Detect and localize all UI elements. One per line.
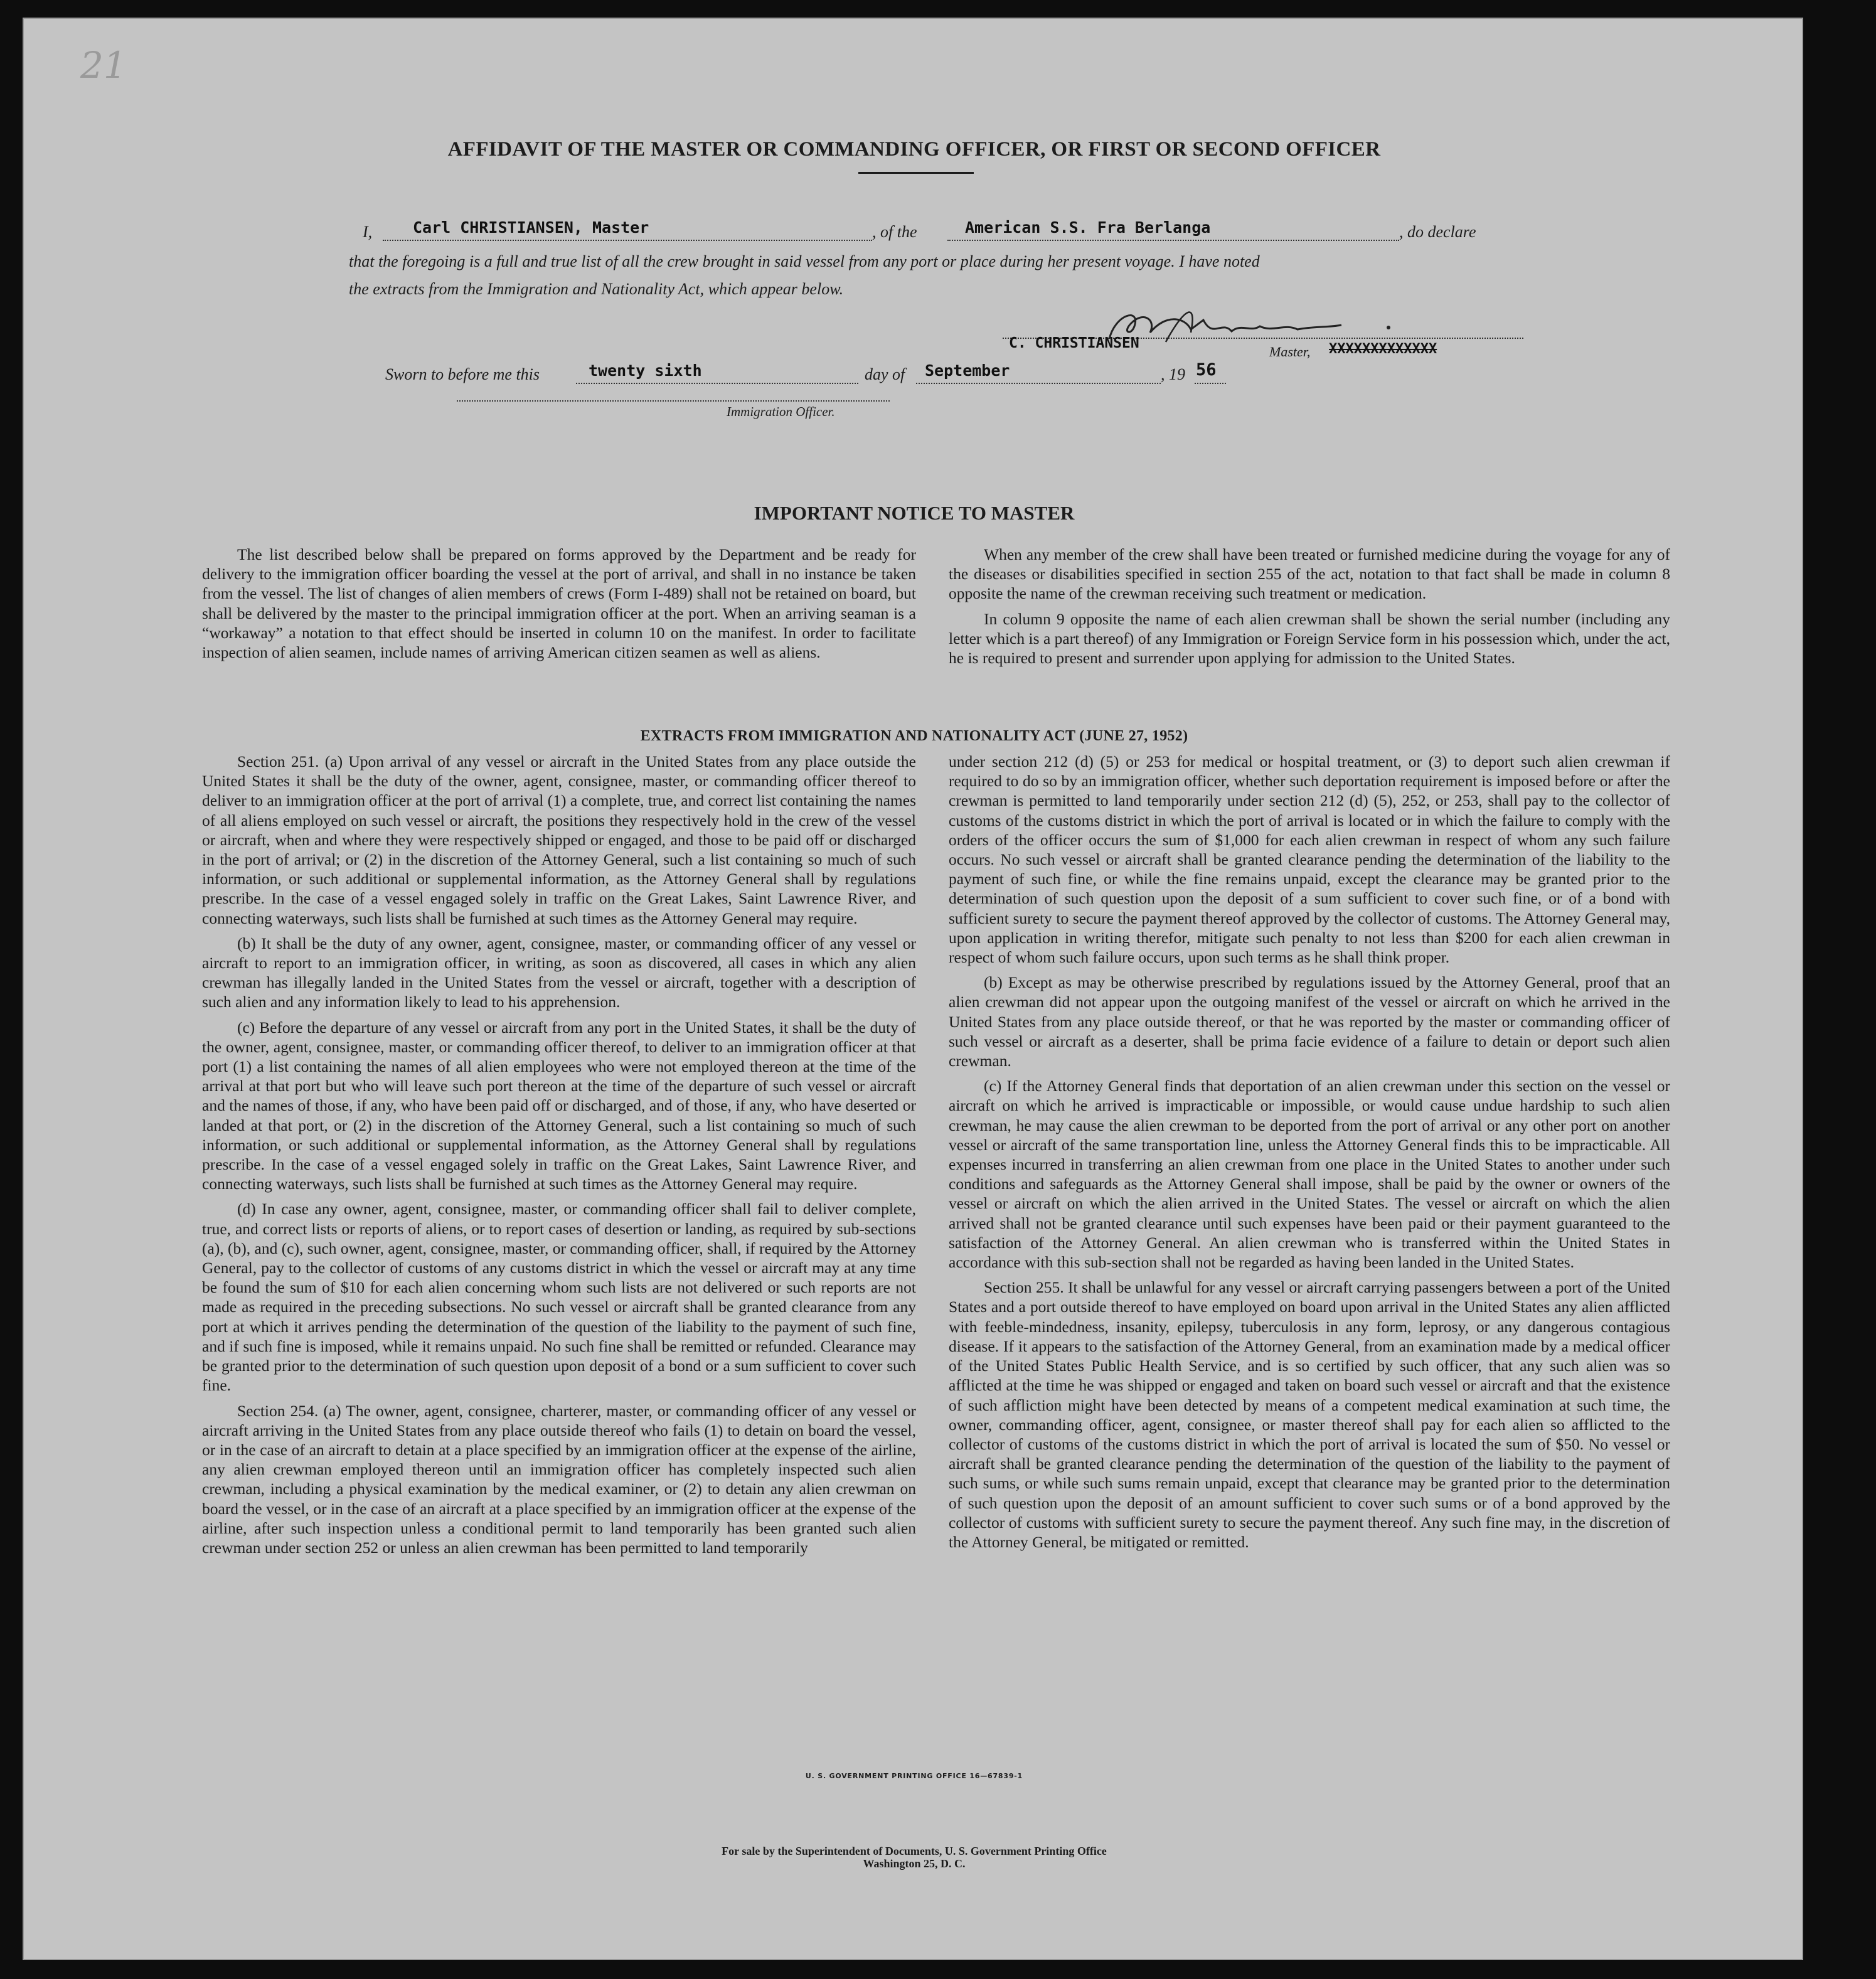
section-254-a: Section 254. (a) The owner, agent, consignee, charterer, master, or commanding officer of any vessel or aircraft arriving in the United States from any place outside thereof who fails (1) to detain on board the vessel, or in the case of an aircraft to detain at a place specified by an immigration officer at the expense of the airline, any alien crewman employed thereon until an immigration officer has completely inspected such alien crewman, including a physical examination by the medical examiner, or (2) to detain any alien crewman on board the vessel, or in the case of an aircraft at a place specified by an immigration officer at the expense of the airline, after such inspection unless a conditional permit to land temporarily has been granted such alien crewman under section 252 or unless an alien crewman has been permitted to land temporarily bbox=[202, 1401, 916, 1557]
name-field-line bbox=[383, 240, 872, 241]
sworn-day-field: twenty sixth bbox=[589, 361, 702, 380]
year-suffix-field: 56 bbox=[1196, 360, 1217, 380]
master-label: Master, bbox=[1269, 344, 1311, 360]
day-of-label: day of bbox=[865, 365, 905, 383]
extracts-right-column bbox=[949, 752, 1670, 1557]
sworn-month-field: September bbox=[925, 361, 1010, 380]
section-251-b: (b) It shall be the duty of any owner, agent, consignee, master, or commanding officer of any vessel or aircraft to report to an immigration officer, in writing, as soon as discovered, all cases in which any alien crewman has illegally landed in the United States from the vessel or aircraft, together with a description of such alien and any information likely to lead to his apprehension. bbox=[202, 934, 916, 1011]
footer bbox=[24, 1845, 1804, 1870]
sworn-month-line bbox=[916, 383, 1161, 384]
vessel-field-line bbox=[947, 240, 1399, 241]
extracts-title: EXTRACTS FROM IMMIGRATION AND NATIONALITY ACT (JUNE 27, 1952) bbox=[640, 728, 1188, 744]
struck-officer-titles: XXXXXXXXXXXXX bbox=[1329, 341, 1437, 357]
master-name-field: Carl CHRISTIANSEN, Master bbox=[413, 218, 649, 237]
do-declare-label: , do declare bbox=[1399, 223, 1476, 241]
footer-line-2: Washington 25, D. C. bbox=[863, 1857, 966, 1870]
year-line bbox=[1195, 383, 1226, 384]
section-251-a: Section 251. (a) Upon arrival of any vessel or aircraft in the United States from any place outside the United States it shall be the duty of the owner, agent, consignee, master, or commanding officer thereof to deliver to an immigration officer at the port of arrival (1) a complete, true, and correct list containing the names of all aliens employed on such vessel or aircraft, the positions they respectively hold in the crew of the vessel or aircraft, when and where they were respectively shipped or engaged, and those to be paid off or discharged in the port of arrival; or (2) in the discretion of the Attorney General, such a list containing so much of such information, or such additional or supplemental information, as the Attorney General shall by regulations prescribe. In the case of a vessel engaged solely in traffic on the Great Lakes, Saint Lawrence River, and connecting waterways, such lists shall be furnished at such times as the Attorney General may require. bbox=[202, 752, 916, 927]
notice-left-column bbox=[202, 545, 916, 668]
printing-office-line: U. S. GOVERNMENT PRINTING OFFICE 16—67839-1 bbox=[805, 1772, 1023, 1780]
affidavit-title: AFFIDAVIT OF THE MASTER OR COMMANDING OFFICER, OR FIRST OR SECOND OFFICER bbox=[447, 138, 1381, 161]
section-255: Section 255. It shall be unlawful for any vessel or aircraft carrying passengers between a port of the United States and a port outside thereof to have employed on board upon arrival in the United States any alien afflicted with feeble-mindedness, insanity, epilepsy, tuberculosis in any form, leprosy, or any dangerous contagious disease. If it appears to the satisfaction of the Attorney General, from an examination made by a medical officer of the United States Public Health Service, and is so certified by such officer, that any such alien was so afflicted at the time he was shipped or engaged and taken on board such vessel or aircraft and that the existence of such affliction might have been detected by means of a competent medical examination at such time, the owner, commanding officer, agent, consignee, or master thereof shall pay for each alien so afflicted to the collector of customs of the customs district in which the port of arrival is located the sum of $50. No vessel or aircraft shall be granted clearance pending the determination of the question of the liability to the payment of such sums, or while such sums remain unpaid, except that clearance may be granted prior to the determination of such question upon the deposit of an amount sufficient to cover such sums or of a bond approved by the collector of customs with sufficient surety to secure the payment thereof. Any such fine may, in the discretion of the Attorney General, be mitigated or remitted. bbox=[949, 1278, 1670, 1551]
section-254-a-continued: under section 212 (d) (5) or 253 for medical or hospital treatment, or (3) to deport such alien crewman if required to do so by an immigration officer, whether such deportation requirement is imposed before or after the crewman is permitted to land temporarily under section 212 (d) (5), 252, or 253, shall pay to the collector of customs of the customs district in which the port of arrival is located or in which the failure to comply with the orders of the officer occurs the sum of $1,000 for each alien crewman in respect of whom any such failure occurs. No such vessel or aircraft shall be granted clearance pending the determination of the liability to the payment of such fine, or while the fine remains unpaid, except the clearance may be granted prior to the determination of such question upon the deposit of a sum sufficient to cover such fine, or of a bond with sufficient surety to secure the payment thereof approved by the collector of customs. The Attorney General may, upon application in writing therefor, mitigate such penalty to not less than $200 for each alien crewman in respect of whom such failure occurs, upon such terms as he shall think proper. bbox=[949, 752, 1670, 967]
title-rule bbox=[858, 172, 974, 174]
affidavit-page bbox=[23, 18, 1803, 1960]
year-prefix: , 19 bbox=[1161, 365, 1185, 383]
notice-right-column bbox=[949, 545, 1670, 673]
notice-left-paragraph: The list described below shall be prepared on forms approved by the Department and be ready for delivery to the immigration officer boarding the vessel at the port of arrival, and shall in no instance be taken from the vessel. The list of changes of alien members of crews (Form I-489) shall not be retained on board, but shall be delivered by the master to the principal immigration officer at the port. When an arriving seaman is a “workaway” a notation to that effect should be inserted in column 10 on the manifest. In order to facilitate inspection of alien seamen, include names of arriving American citizen seamen as well as aliens. bbox=[202, 545, 916, 662]
immigration-officer-line bbox=[457, 400, 890, 402]
declaration-prefix: I, bbox=[363, 223, 373, 241]
sworn-prefix: Sworn to before me this bbox=[385, 365, 540, 383]
declaration-line-2: that the foregoing is a full and true list of all the crew brought in said vessel from any port or place during her present voyage. I have noted bbox=[349, 252, 1260, 270]
vessel-name-field: American S.S. Fra Berlanga bbox=[965, 218, 1211, 237]
footer-line-1: For sale by the Superintendent of Documents, U. S. Government Printing Office bbox=[722, 1845, 1107, 1857]
notice-right-paragraph-1: When any member of the crew shall have been treated or furnished medicine during the voyage for any of the diseases or disabilities specified in section 255 of the act, notation to that fact shall be made in column 8 opposite the name of the crewman receiving such treatment or medication. bbox=[949, 545, 1670, 603]
typed-master-name: C. CHRISTIANSEN bbox=[1009, 335, 1139, 351]
of-the-label: , of the bbox=[872, 223, 917, 241]
immigration-officer-label: Immigration Officer. bbox=[727, 404, 835, 419]
section-254-b: (b) Except as may be otherwise prescribed by regulations issued by the Attorney General, proof that an alien crewman did not appear upon the outgoing manifest of the vessel or aircraft on which he arrived in the United States from any place outside thereof, or that he was reported by the master or commanding officer of such vessel or aircraft as a deserter, shall be prima facie evidence of a failure to detain or deport such alien crewman. bbox=[949, 973, 1670, 1070]
notice-right-paragraph-2: In column 9 opposite the name of each alien crewman shall be shown the serial number (including any letter which is a part thereof) of any Immigration or Foreign Service form in his possession which, under the act, he is required to present and surrender upon applying for admission to the United States. bbox=[949, 609, 1670, 668]
sworn-day-line bbox=[576, 383, 858, 384]
page-corner-mark: 21 bbox=[80, 44, 127, 87]
notice-title: IMPORTANT NOTICE TO MASTER bbox=[754, 502, 1075, 524]
section-251-d: (d) In case any owner, agent, consignee, master, or commanding officer shall fail to deliver complete, true, and correct lists or reports of aliens, or to report cases of desertion or landing, as required by sub-sections (a), (b), and (c), such owner, agent, consignee, master, or commanding officer, shall, if required by the Attorney General, pay to the collector of customs of any customs district in which the vessel or aircraft may at any time be found the sum of $10 for each alien concerning whom such lists are not delivered or such reports are not made as required in the preceding subsections. No such vessel or aircraft shall be granted clearance from any port at which it arrives pending the determination of the question of the liability to the payment of such fine, and if such fine is imposed, while it remains unpaid. No such fine shall be remitted or refunded. Clearance may be granted prior to the determination of such question upon deposit of a bond or a sum sufficient to cover such fine. bbox=[202, 1200, 916, 1395]
declaration-line-3: the extracts from the Immigration and Nationality Act, which appear below. bbox=[349, 280, 844, 298]
section-254-c: (c) If the Attorney General finds that deportation of an alien crewman under this section on the vessel or aircraft on which he arrived is impracticable or impossible, or would cause undue hardship to such alien crewman, he may cause the alien crewman to be deported from the port of arrival or any other port on another vessel or aircraft of the same transportation line, unless the Attorney General finds this to be impracticable. All expenses incurred in transferring an alien crewman from one place in the United States to another under such conditions and safeguards as the Attorney General shall impose, shall be paid by the owner or owners of the vessel or aircraft on which the alien arrived in the United States. The vessel or aircraft on which the alien arrived shall not be granted clearance until such expenses have been paid or their payment guaranteed to the satisfaction of the Attorney General. An alien crewman who is transferred within the United States in accordance with this sub-section shall not be regarded as having been landed in the United States. bbox=[949, 1077, 1670, 1272]
extracts-left-column bbox=[202, 752, 916, 1563]
section-251-c: (c) Before the departure of any vessel or aircraft from any port in the United States, it shall be the duty of the owner, agent, consignee, master, or commanding officer thereof, to deliver to an immigration officer at that port (1) a list containing the names of all alien employees who were not employed thereon at the time of the arrival at that port but who will leave such port thereon at the time of the departure of such vessel or aircraft and the names of those, if any, who have been paid off or discharged, and of those, if any, who have deserted or landed at that port, or (2) in the discretion of the Attorney General, such a list containing so much of such information, or such additional or supplemental information, as the Attorney General shall by regulations prescribe. In the case of a vessel engaged solely in traffic on the Great Lakes, Saint Lawrence River, and connecting waterways, such lists shall be furnished at such times as the Attorney General may require. bbox=[202, 1018, 916, 1193]
